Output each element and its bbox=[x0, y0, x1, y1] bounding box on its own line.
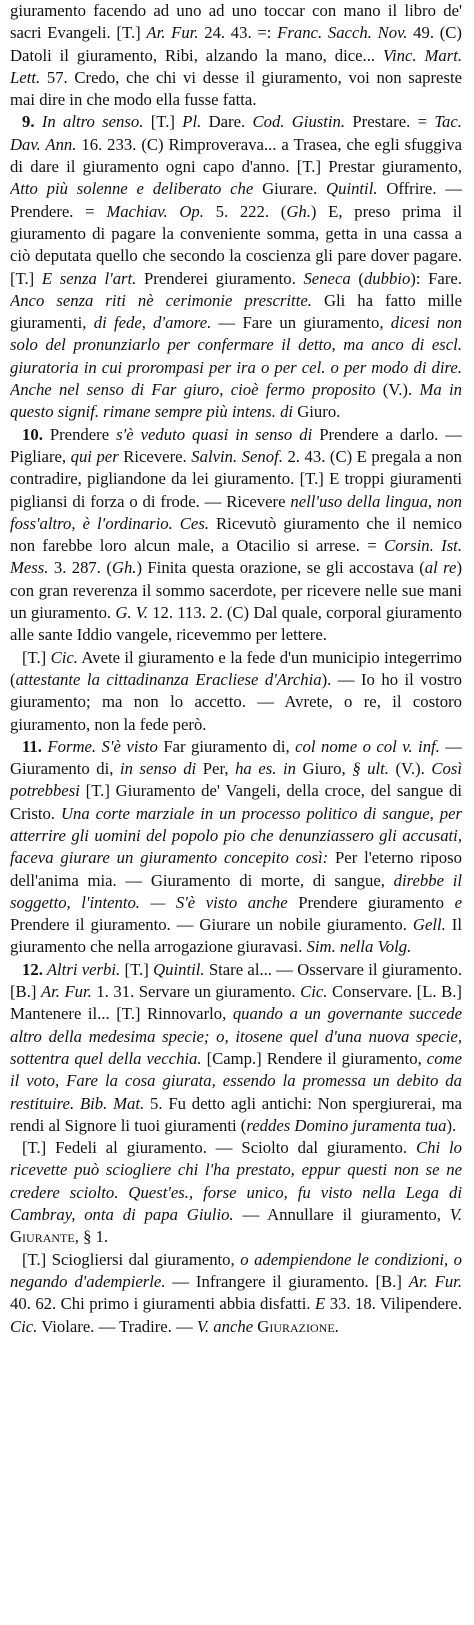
text-segment: (V.). bbox=[375, 380, 420, 400]
text-segment: ( bbox=[350, 268, 364, 288]
text-segment: — Fare un giuramento, bbox=[211, 313, 391, 333]
text-segment: Forme. S'è visto bbox=[41, 736, 158, 756]
text-segment: nell'uso della lingua, non foss'altro, è l'ordinario. Ces. bbox=[10, 491, 462, 533]
text-segment: Ma in questo signif. rimane sempre più intens. di bbox=[10, 380, 462, 422]
text-segment: Pl. bbox=[182, 112, 202, 132]
section-number: 10. bbox=[22, 424, 43, 444]
text-segment: Per l'eterno riposo dell'anima mia. — Giuramento di morte, di sangue, bbox=[10, 848, 462, 890]
text-segment: Vinc. Mart. Lett. bbox=[10, 45, 462, 87]
text-segment: Il giuramento che nella arrogazione giuravasi. bbox=[10, 915, 462, 957]
text-segment: di fede, d'amore. bbox=[93, 313, 212, 333]
text-segment: Atto più solenne e deliberato che bbox=[10, 179, 254, 199]
text-segment: Cic. bbox=[50, 647, 78, 667]
text-segment: E bbox=[315, 1294, 326, 1314]
text-segment: Dare. bbox=[201, 112, 253, 132]
text-segment: Franc. Sacch. Nov. bbox=[277, 23, 408, 43]
text-segment: 40. 62. Chi primo i giuramenti abbia disfatti. bbox=[10, 1294, 316, 1314]
text-segment: . bbox=[334, 1316, 339, 1336]
text-segment: V. anche bbox=[196, 1316, 254, 1336]
text-segment: ) con gran reverenza il sommo sacerdote, per ricevere nelle sue mani un giuramento. bbox=[10, 558, 462, 623]
dictionary-page bbox=[10, 0, 462, 1622]
text-segment: Corsin. Ist. Mess. bbox=[10, 536, 462, 578]
text-segment: Ricevere. bbox=[118, 446, 192, 466]
text-segment: attestante la cittadinanza Eracliese d'Archia bbox=[15, 669, 322, 689]
section-number: 12. bbox=[22, 959, 43, 979]
text-segment: s'è veduto quasi in senso di bbox=[116, 424, 313, 444]
text-segment: Salvin. Senof. bbox=[191, 446, 283, 466]
text-segment: 12. 113. 2. (C) Dal quale, corporal giuramento alle sante Iddio vangele, ricevemmo per lettere. bbox=[10, 603, 462, 645]
text-segment: Prenderei giuramento. bbox=[136, 268, 304, 288]
text-segment: Prendere bbox=[42, 424, 117, 444]
text-segment: 16. 233. (C) Rimproverava... a Trasea, che egli sfuggiva di dare il giuramento ogni capo d'anno. [T.] Prestar giuramento, bbox=[10, 134, 462, 177]
text-segment: Prendere il giuramento. — Giurare un nobile giuramento. bbox=[10, 915, 413, 935]
text-segment: [T.] bbox=[120, 959, 154, 979]
text-segment: dicesi non solo del pronunziarlo per confermare il detto, ma anco di escl. giuratoria in cui prorompasi per ira o per cel. o per modo di dire. Anche nel senso di Far giuro, cioè fermo proposito bbox=[10, 313, 462, 400]
text-segment: come il voto, Fare la cosa giurata, essendo la promessa un debito da restituire. Bib. Mat. bbox=[10, 1048, 462, 1113]
text-segment: Violare. — Tradire. — bbox=[37, 1316, 197, 1336]
text-segment: E senza l'art. bbox=[41, 268, 137, 288]
text-segment: 5. 222. ( bbox=[203, 201, 287, 221]
dictionary-section bbox=[10, 424, 462, 647]
text-segment: V. bbox=[449, 1205, 462, 1225]
text-segment: Cod. Giustin. bbox=[252, 112, 346, 132]
text-segment: — Giuramento di, bbox=[10, 736, 462, 779]
dictionary-paragraph bbox=[10, 1137, 462, 1248]
text-segment: 24. 43. =: bbox=[198, 23, 278, 43]
dictionary-paragraph bbox=[10, 0, 462, 111]
text-segment: Avete il giuramento e la fede d'un municipio integerrimo ( bbox=[10, 647, 462, 689]
text-segment: Giurare. bbox=[253, 179, 327, 199]
text-segment: Gh. bbox=[111, 558, 137, 578]
text-segment: 3. 287. ( bbox=[48, 558, 112, 578]
dictionary-paragraph bbox=[10, 647, 462, 736]
dictionary-section bbox=[10, 959, 462, 1137]
text-segment: reddes Domino juramenta tua bbox=[246, 1115, 447, 1135]
section-number: 11. bbox=[22, 736, 42, 756]
text-segment: Far giuramento di, bbox=[157, 736, 296, 756]
text-segment: (V.). bbox=[388, 759, 432, 779]
text-segment: [T.] Giuramento de' Vangeli, della croce, del sangue di Cristo. bbox=[10, 781, 462, 823]
dictionary-section bbox=[10, 736, 462, 959]
text-segment: 57. Credo, che chi vi desse il giuramento, voi non sapreste mai dire in che modo ella fusse fatta. bbox=[10, 67, 462, 110]
text-segment: qui per bbox=[70, 446, 119, 466]
text-segment: in senso di bbox=[120, 759, 197, 779]
text-segment: [T.] bbox=[143, 112, 183, 132]
text-segment: 33. 18. Vilipendere. bbox=[325, 1294, 462, 1314]
text-segment: Gli ha fatto mille giuramenti, bbox=[10, 290, 462, 333]
text-segment: dubbio bbox=[363, 268, 411, 288]
text-segment: Chi lo ricevette può sciogliere chi l'ha prestato, eppur questi non se ne credere sciolto. Quest'es., forse unico, fu visto nella Lega di Cambray, onta di papa Giulio. bbox=[10, 1138, 462, 1225]
text-segment: G. V. bbox=[115, 603, 148, 623]
text-segment: Tac. Dav. Ann. bbox=[10, 112, 462, 154]
text-segment: — Infrangere il giuramento. [B.] bbox=[165, 1271, 409, 1291]
text-segment: giuramento facendo ad uno ad uno toccar con mano il libro de' sacri Evangeli. [T.] bbox=[10, 1, 462, 43]
text-segment: Machiav. Op. bbox=[106, 201, 204, 221]
text-segment: o adempiendone le condizioni, o negando d'adempierle. bbox=[10, 1249, 462, 1291]
text-segment: e bbox=[454, 892, 462, 912]
text-segment: Seneca bbox=[303, 268, 351, 288]
text-segment: ). bbox=[446, 1115, 457, 1135]
text-segment: Giurazione bbox=[253, 1316, 335, 1336]
text-segment: Prendere a darlo. — Pigliare, bbox=[10, 424, 462, 466]
text-segment: Cic. bbox=[300, 982, 328, 1002]
text-segment: Giuro. bbox=[293, 402, 341, 422]
text-segment: Ar. Fur. bbox=[408, 1271, 462, 1291]
section-number: 9. bbox=[22, 112, 35, 132]
text-segment: Ricevutò giuramento che il nemico non farebbe loro alcun male, a Otacilio si arrese. = bbox=[10, 513, 462, 556]
text-segment: Altri verbi. bbox=[42, 959, 121, 979]
text-segment: 2. 43. (C) E pregala a non contradire, pigliandone da lei giuramento. [T.] E troppi giuramenti pigliansi di forza o di frode. — Ricevere bbox=[10, 446, 462, 511]
text-segment: Ar. Fur. bbox=[40, 982, 92, 1002]
dictionary-paragraph bbox=[10, 1249, 462, 1338]
text-segment: § ult. bbox=[352, 759, 389, 779]
text-segment: 5. Fu detto agli antichi: Non spergiurerai, ma rendi al Signore li tuoi giuramenti ( bbox=[10, 1093, 462, 1135]
text-segment: Prendere giuramento bbox=[287, 892, 455, 912]
text-segment: 1. 31. Servare un giuramento. bbox=[91, 982, 301, 1002]
text-segment: [T.] Fedeli al giuramento. — Sciolto dal giuramento. bbox=[22, 1138, 416, 1158]
text-segment: al re bbox=[424, 558, 457, 578]
text-segment: Giuro, bbox=[295, 759, 353, 779]
text-segment: Quintil. bbox=[326, 179, 378, 199]
dictionary-section bbox=[10, 111, 462, 423]
text-segment: quando a un governante succede altro della medesima specie; o, itosene quel d'una nuova specie, sottentra quel della vecchia. bbox=[10, 1004, 462, 1068]
text-segment: Anco senza riti nè cerimonie prescritte. bbox=[10, 290, 312, 310]
text-segment: [Camp.] Rendere il giuramento, bbox=[201, 1048, 427, 1068]
text-segment: Conservare. [L. B.] Mantenere il... [T.] Rinnovarlo, bbox=[10, 982, 462, 1024]
text-segment: In altro senso. bbox=[34, 112, 144, 132]
text-segment: ha es. in bbox=[235, 759, 296, 779]
text-segment: [T.] bbox=[22, 647, 51, 667]
text-segment: Una corte marziale in un processo politico di sangue, per atterrire gli uomini del popolo pio che denunziassero gli accusati, faceva giurare un giuramento concepito così: bbox=[10, 803, 462, 868]
text-segment: Ar. Fur. bbox=[146, 23, 199, 43]
text-segment: Gh. bbox=[286, 201, 311, 221]
text-segment: Per, bbox=[196, 759, 236, 779]
text-segment: Gell. bbox=[412, 915, 446, 935]
text-segment: ): Fare. bbox=[410, 268, 462, 288]
text-segment: Quintil. bbox=[153, 959, 205, 979]
text-segment: Così potrebbesi bbox=[10, 759, 462, 801]
text-segment: col nome o col v. inf. bbox=[295, 736, 440, 756]
text-segment: , § 1. bbox=[74, 1227, 109, 1247]
text-segment: Prestare. = bbox=[345, 112, 435, 132]
text-segment: Cic. bbox=[10, 1316, 38, 1336]
text-segment: 49. (C) Datoli il giuramento, Ribi, alzando la mano, dice... bbox=[10, 23, 462, 65]
text-segment: — Annullare il giuramento, bbox=[233, 1205, 450, 1225]
text-segment: ). — Io ho il vostro giuramento; ma non lo accetto. — Avrete, o re, il costoro giuramento, non la fede però. bbox=[10, 669, 462, 734]
text-segment: Sim. nella Volg. bbox=[306, 937, 412, 957]
text-segment: Stare al... — Osservare il giuramento. [B.] bbox=[10, 959, 462, 1002]
text-segment: ) E, preso prima il giuramento di pagare la conveniente somma, getta in una cassa a ciò deputata quello che secondo la coscienza gli pare dover pagare. [T.] bbox=[10, 201, 462, 288]
text-segment: Giurante bbox=[10, 1227, 75, 1247]
text-segment: ) Finita questa orazione, se gli accostava ( bbox=[136, 558, 425, 578]
text-segment: [T.] Sciogliersi dal giuramento, bbox=[22, 1249, 241, 1269]
text-segment: direbbe il soggetto, l'intento. — S'è visto anche bbox=[10, 870, 462, 912]
text-segment: Offrire. — Prendere. = bbox=[10, 179, 462, 221]
